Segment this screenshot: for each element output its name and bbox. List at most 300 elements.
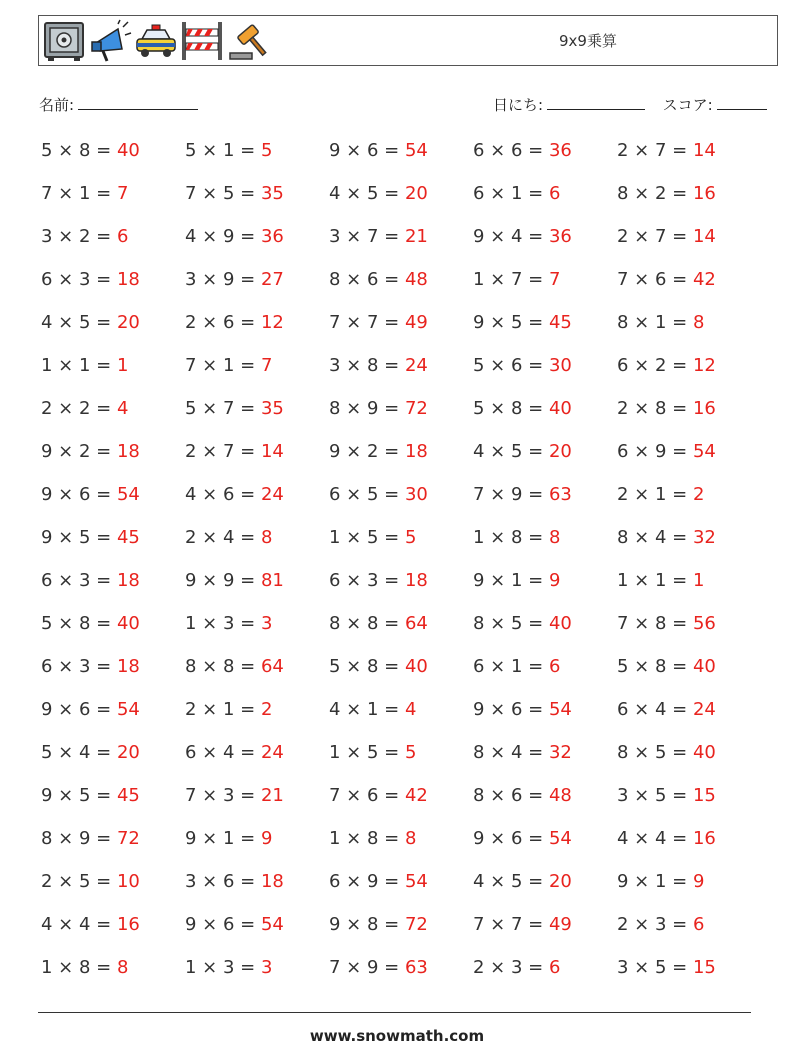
problem-answer: 35 xyxy=(260,398,284,419)
problem-answer: 54 xyxy=(116,699,140,720)
problem-cell xyxy=(41,140,185,183)
problem-question: 9 × 6 = xyxy=(329,140,405,161)
problem-question: 3 × 5 = xyxy=(617,785,693,806)
problem-answer: 42 xyxy=(404,785,428,806)
problem-question: 4 × 5 = xyxy=(329,183,405,204)
problem-row xyxy=(41,183,761,226)
problem-question: 5 × 7 = xyxy=(185,398,261,419)
problem-answer: 54 xyxy=(548,828,572,849)
problem-question: 6 × 3 = xyxy=(41,570,117,591)
problem-answer: 54 xyxy=(692,441,716,462)
problem-cell xyxy=(41,484,185,527)
problem-question: 2 × 6 = xyxy=(185,312,261,333)
problem-answer: 54 xyxy=(404,871,428,892)
problem-row xyxy=(41,398,761,441)
problem-row xyxy=(41,828,761,871)
problem-answer: 6 xyxy=(692,914,705,935)
problem-answer: 24 xyxy=(260,742,284,763)
problem-cell xyxy=(329,355,473,398)
problem-question: 3 × 5 = xyxy=(617,957,693,978)
problem-answer: 1 xyxy=(116,355,129,376)
problem-question: 6 × 3 = xyxy=(329,570,405,591)
problem-cell xyxy=(617,957,761,1000)
problem-row xyxy=(41,871,761,914)
problem-cell xyxy=(329,570,473,613)
footer-url: www.snowmath.com xyxy=(309,1027,485,1045)
problem-question: 9 × 6 = xyxy=(473,699,549,720)
problem-question: 7 × 3 = xyxy=(185,785,261,806)
problem-answer: 72 xyxy=(116,828,140,849)
problem-cell xyxy=(473,914,617,957)
problem-answer: 2 xyxy=(260,699,273,720)
problem-answer: 9 xyxy=(548,570,561,591)
problem-question: 1 × 8 = xyxy=(41,957,117,978)
problem-cell xyxy=(41,613,185,656)
date-blank[interactable] xyxy=(547,94,645,110)
problem-question: 8 × 2 = xyxy=(617,183,693,204)
problem-cell xyxy=(185,570,329,613)
problem-cell xyxy=(185,914,329,957)
problem-cell xyxy=(617,355,761,398)
problem-answer: 20 xyxy=(404,183,428,204)
problem-row xyxy=(41,355,761,398)
problem-cell xyxy=(41,527,185,570)
problem-question: 2 × 7 = xyxy=(617,226,693,247)
problem-question: 8 × 5 = xyxy=(473,613,549,634)
problem-question: 6 × 1 = xyxy=(473,183,549,204)
problem-cell xyxy=(473,226,617,269)
problem-cell xyxy=(329,914,473,957)
problem-answer: 20 xyxy=(548,871,572,892)
problem-question: 9 × 2 = xyxy=(329,441,405,462)
problem-cell xyxy=(185,398,329,441)
problem-question: 2 × 7 = xyxy=(185,441,261,462)
problem-question: 9 × 9 = xyxy=(185,570,261,591)
problem-question: 9 × 5 = xyxy=(41,527,117,548)
problem-cell xyxy=(41,785,185,828)
problem-question: 4 × 4 = xyxy=(617,828,693,849)
problem-question: 7 × 1 = xyxy=(41,183,117,204)
problem-answer: 5 xyxy=(404,742,417,763)
problem-cell xyxy=(617,226,761,269)
problem-question: 6 × 6 = xyxy=(473,140,549,161)
problem-cell xyxy=(41,957,185,1000)
problem-question: 7 × 8 = xyxy=(617,613,693,634)
problem-answer: 40 xyxy=(548,398,572,419)
problem-answer: 18 xyxy=(260,871,284,892)
problem-cell xyxy=(185,699,329,742)
problem-answer: 81 xyxy=(260,570,284,591)
problem-question: 2 × 3 = xyxy=(473,957,549,978)
problem-answer: 6 xyxy=(548,656,561,677)
problem-row xyxy=(41,570,761,613)
problem-question: 9 × 8 = xyxy=(329,914,405,935)
problem-answer: 42 xyxy=(692,269,716,290)
problem-cell xyxy=(617,527,761,570)
problem-cell xyxy=(617,183,761,226)
problem-answer: 14 xyxy=(260,441,284,462)
problem-answer: 18 xyxy=(116,441,140,462)
problem-answer: 21 xyxy=(404,226,428,247)
problem-answer: 64 xyxy=(404,613,428,634)
problem-cell xyxy=(185,183,329,226)
problem-question: 1 × 3 = xyxy=(185,613,261,634)
problem-question: 7 × 9 = xyxy=(473,484,549,505)
problem-answer: 18 xyxy=(404,570,428,591)
problem-cell xyxy=(185,742,329,785)
problem-cell xyxy=(185,312,329,355)
problem-cell xyxy=(185,656,329,699)
problem-question: 1 × 1 = xyxy=(617,570,693,591)
problem-question: 9 × 2 = xyxy=(41,441,117,462)
problem-cell xyxy=(41,355,185,398)
problem-answer: 9 xyxy=(260,828,273,849)
problem-question: 2 × 1 = xyxy=(617,484,693,505)
problem-answer: 40 xyxy=(404,656,428,677)
safe-icon xyxy=(42,19,86,63)
problem-answer: 20 xyxy=(116,312,140,333)
problem-answer: 7 xyxy=(548,269,561,290)
problem-answer: 16 xyxy=(692,183,716,204)
problem-answer: 6 xyxy=(116,226,129,247)
problem-question: 1 × 5 = xyxy=(329,742,405,763)
problem-cell xyxy=(185,355,329,398)
problem-question: 5 × 6 = xyxy=(473,355,549,376)
worksheet-header xyxy=(38,15,778,66)
problem-question: 5 × 8 = xyxy=(329,656,405,677)
problem-answer: 36 xyxy=(548,226,572,247)
problem-answer: 18 xyxy=(116,570,140,591)
problem-question: 8 × 5 = xyxy=(617,742,693,763)
problem-question: 6 × 9 = xyxy=(329,871,405,892)
problem-question: 2 × 4 = xyxy=(185,527,261,548)
footer-divider xyxy=(38,1012,751,1013)
problem-answer: 14 xyxy=(692,226,716,247)
problem-answer: 18 xyxy=(116,656,140,677)
problem-answer: 2 xyxy=(692,484,705,505)
problem-cell xyxy=(473,785,617,828)
problem-cell xyxy=(617,312,761,355)
problem-cell xyxy=(185,613,329,656)
problem-question: 9 × 1 = xyxy=(617,871,693,892)
problem-answer: 7 xyxy=(260,355,273,376)
problem-answer: 1 xyxy=(692,570,705,591)
problem-answer: 8 xyxy=(404,828,417,849)
problem-question: 1 × 1 = xyxy=(41,355,117,376)
problem-cell xyxy=(185,226,329,269)
problem-cell xyxy=(473,742,617,785)
problem-question: 9 × 4 = xyxy=(473,226,549,247)
problem-answer: 63 xyxy=(404,957,428,978)
problem-cell xyxy=(185,484,329,527)
problem-answer: 45 xyxy=(548,312,572,333)
problem-cell xyxy=(473,269,617,312)
problem-question: 4 × 5 = xyxy=(41,312,117,333)
problem-cell xyxy=(473,140,617,183)
problem-cell xyxy=(185,957,329,1000)
problem-question: 5 × 8 = xyxy=(617,656,693,677)
problem-answer: 20 xyxy=(116,742,140,763)
name-field xyxy=(39,94,198,115)
problem-answer: 21 xyxy=(260,785,284,806)
problem-question: 6 × 1 = xyxy=(473,656,549,677)
problem-answer: 3 xyxy=(260,957,273,978)
problem-row xyxy=(41,140,761,183)
problem-question: 9 × 6 = xyxy=(41,484,117,505)
problem-cell xyxy=(41,570,185,613)
problem-row xyxy=(41,914,761,957)
road-barrier-icon xyxy=(180,19,224,63)
problem-question: 3 × 7 = xyxy=(329,226,405,247)
problem-cell xyxy=(185,527,329,570)
problem-cell xyxy=(329,226,473,269)
problem-cell xyxy=(617,398,761,441)
problem-answer: 6 xyxy=(548,957,561,978)
problem-answer: 64 xyxy=(260,656,284,677)
problem-cell xyxy=(617,441,761,484)
problem-cell xyxy=(617,484,761,527)
problem-answer: 15 xyxy=(692,957,716,978)
problem-cell xyxy=(617,699,761,742)
problem-question: 9 × 5 = xyxy=(41,785,117,806)
problem-cell xyxy=(185,828,329,871)
problem-cell xyxy=(41,226,185,269)
problem-cell xyxy=(41,742,185,785)
problem-cell xyxy=(41,828,185,871)
problem-question: 6 × 9 = xyxy=(617,441,693,462)
problem-row xyxy=(41,785,761,828)
problem-question: 8 × 4 = xyxy=(473,742,549,763)
problem-answer: 7 xyxy=(116,183,129,204)
problem-row xyxy=(41,226,761,269)
problem-question: 8 × 1 = xyxy=(617,312,693,333)
problem-row xyxy=(41,742,761,785)
problem-answer: 45 xyxy=(116,785,140,806)
problem-cell xyxy=(41,183,185,226)
problem-question: 1 × 7 = xyxy=(473,269,549,290)
problem-answer: 14 xyxy=(692,140,716,161)
problem-question: 9 × 5 = xyxy=(473,312,549,333)
problem-question: 4 × 5 = xyxy=(473,441,549,462)
problem-answer: 35 xyxy=(260,183,284,204)
problem-answer: 24 xyxy=(692,699,716,720)
problem-question: 8 × 6 = xyxy=(329,269,405,290)
problem-question: 6 × 4 = xyxy=(185,742,261,763)
problem-cell xyxy=(185,269,329,312)
problem-question: 4 × 6 = xyxy=(185,484,261,505)
problem-cell xyxy=(617,785,761,828)
problem-answer: 54 xyxy=(116,484,140,505)
worksheet-title: 9x9乗算 xyxy=(559,32,617,50)
problem-cell xyxy=(41,656,185,699)
problem-question: 2 × 7 = xyxy=(617,140,693,161)
problem-question: 6 × 3 = xyxy=(41,656,117,677)
problem-cell xyxy=(329,699,473,742)
problem-question: 8 × 9 = xyxy=(41,828,117,849)
problem-answer: 32 xyxy=(548,742,572,763)
problem-cell xyxy=(185,140,329,183)
problem-cell xyxy=(617,140,761,183)
problem-grid xyxy=(41,140,761,1000)
problem-answer: 4 xyxy=(116,398,129,419)
problem-cell xyxy=(41,441,185,484)
problem-question: 2 × 2 = xyxy=(41,398,117,419)
problem-answer: 54 xyxy=(404,140,428,161)
problem-row xyxy=(41,527,761,570)
problem-cell xyxy=(329,828,473,871)
problem-question: 9 × 6 = xyxy=(473,828,549,849)
problem-cell xyxy=(329,484,473,527)
problem-cell xyxy=(329,785,473,828)
problem-question: 7 × 5 = xyxy=(185,183,261,204)
score-label: スコア: xyxy=(662,96,713,114)
problem-cell xyxy=(185,871,329,914)
problem-cell xyxy=(473,570,617,613)
problem-question: 5 × 8 = xyxy=(41,140,117,161)
problem-cell xyxy=(473,398,617,441)
problem-cell xyxy=(473,699,617,742)
problem-question: 1 × 5 = xyxy=(329,527,405,548)
problem-cell xyxy=(617,613,761,656)
problem-cell xyxy=(473,441,617,484)
problem-cell xyxy=(329,527,473,570)
problem-cell xyxy=(329,957,473,1000)
problem-question: 5 × 8 = xyxy=(473,398,549,419)
problem-cell xyxy=(473,183,617,226)
problem-question: 8 × 8 = xyxy=(329,613,405,634)
problem-question: 4 × 5 = xyxy=(473,871,549,892)
problem-answer: 49 xyxy=(548,914,572,935)
problem-question: 5 × 8 = xyxy=(41,613,117,634)
problem-answer: 72 xyxy=(404,398,428,419)
problem-question: 4 × 9 = xyxy=(185,226,261,247)
problem-question: 3 × 6 = xyxy=(185,871,261,892)
problem-row xyxy=(41,957,761,1000)
problem-cell xyxy=(329,183,473,226)
problem-answer: 49 xyxy=(404,312,428,333)
problem-question: 3 × 8 = xyxy=(329,355,405,376)
problem-answer: 18 xyxy=(404,441,428,462)
problem-cell xyxy=(473,527,617,570)
problem-answer: 6 xyxy=(548,183,561,204)
megaphone-icon xyxy=(88,19,132,63)
problem-cell xyxy=(329,656,473,699)
problem-question: 2 × 1 = xyxy=(185,699,261,720)
problem-question: 6 × 4 = xyxy=(617,699,693,720)
problem-answer: 10 xyxy=(116,871,140,892)
problem-answer: 32 xyxy=(692,527,716,548)
problem-answer: 16 xyxy=(692,828,716,849)
problem-answer: 8 xyxy=(116,957,129,978)
problem-answer: 54 xyxy=(548,699,572,720)
header-icons xyxy=(42,19,270,63)
problem-cell xyxy=(329,140,473,183)
problem-answer: 3 xyxy=(260,613,273,634)
problem-answer: 24 xyxy=(404,355,428,376)
problem-cell xyxy=(473,656,617,699)
problem-row xyxy=(41,441,761,484)
problem-question: 3 × 9 = xyxy=(185,269,261,290)
problem-answer: 30 xyxy=(548,355,572,376)
problem-question: 2 × 3 = xyxy=(617,914,693,935)
problem-cell xyxy=(329,871,473,914)
problem-cell xyxy=(41,398,185,441)
problem-question: 7 × 6 = xyxy=(617,269,693,290)
problem-cell xyxy=(617,828,761,871)
problem-question: 6 × 3 = xyxy=(41,269,117,290)
problem-cell xyxy=(41,699,185,742)
problem-answer: 40 xyxy=(692,656,716,677)
problem-cell xyxy=(617,914,761,957)
problem-cell xyxy=(41,269,185,312)
problem-cell xyxy=(473,957,617,1000)
problem-answer: 24 xyxy=(260,484,284,505)
problem-answer: 5 xyxy=(404,527,417,548)
problem-cell xyxy=(617,570,761,613)
problem-cell xyxy=(329,441,473,484)
problem-answer: 36 xyxy=(260,226,284,247)
problem-cell xyxy=(617,871,761,914)
problem-answer: 8 xyxy=(692,312,705,333)
problem-cell xyxy=(329,613,473,656)
problem-question: 2 × 5 = xyxy=(41,871,117,892)
problem-cell xyxy=(185,441,329,484)
problem-cell xyxy=(473,828,617,871)
problem-question: 8 × 4 = xyxy=(617,527,693,548)
problem-question: 8 × 8 = xyxy=(185,656,261,677)
problem-cell xyxy=(473,613,617,656)
problem-answer: 54 xyxy=(260,914,284,935)
problem-question: 5 × 4 = xyxy=(41,742,117,763)
problem-answer: 20 xyxy=(548,441,572,462)
problem-answer: 45 xyxy=(116,527,140,548)
problem-row xyxy=(41,484,761,527)
problem-question: 4 × 4 = xyxy=(41,914,117,935)
problem-answer: 40 xyxy=(548,613,572,634)
problem-question: 9 × 6 = xyxy=(41,699,117,720)
name-blank[interactable] xyxy=(78,94,198,110)
score-blank[interactable] xyxy=(717,94,767,110)
problem-question: 9 × 1 = xyxy=(473,570,549,591)
problem-question: 9 × 6 = xyxy=(185,914,261,935)
problem-question: 9 × 1 = xyxy=(185,828,261,849)
problem-answer: 5 xyxy=(260,140,273,161)
problem-cell xyxy=(617,742,761,785)
problem-cell xyxy=(617,656,761,699)
problem-answer: 63 xyxy=(548,484,572,505)
problem-cell xyxy=(329,398,473,441)
problem-answer: 8 xyxy=(548,527,561,548)
problem-question: 1 × 3 = xyxy=(185,957,261,978)
problem-answer: 36 xyxy=(548,140,572,161)
problem-row xyxy=(41,613,761,656)
problem-answer: 30 xyxy=(404,484,428,505)
problem-cell xyxy=(473,355,617,398)
problem-row xyxy=(41,656,761,699)
problem-answer: 72 xyxy=(404,914,428,935)
problem-row xyxy=(41,269,761,312)
problem-question: 3 × 2 = xyxy=(41,226,117,247)
police-car-icon xyxy=(134,19,178,63)
problem-cell xyxy=(41,871,185,914)
problem-cell xyxy=(329,269,473,312)
date-label: 日にち: xyxy=(493,96,544,114)
problem-cell xyxy=(329,742,473,785)
problem-answer: 40 xyxy=(116,613,140,634)
problem-answer: 56 xyxy=(692,613,716,634)
problem-question: 2 × 8 = xyxy=(617,398,693,419)
problem-answer: 48 xyxy=(548,785,572,806)
